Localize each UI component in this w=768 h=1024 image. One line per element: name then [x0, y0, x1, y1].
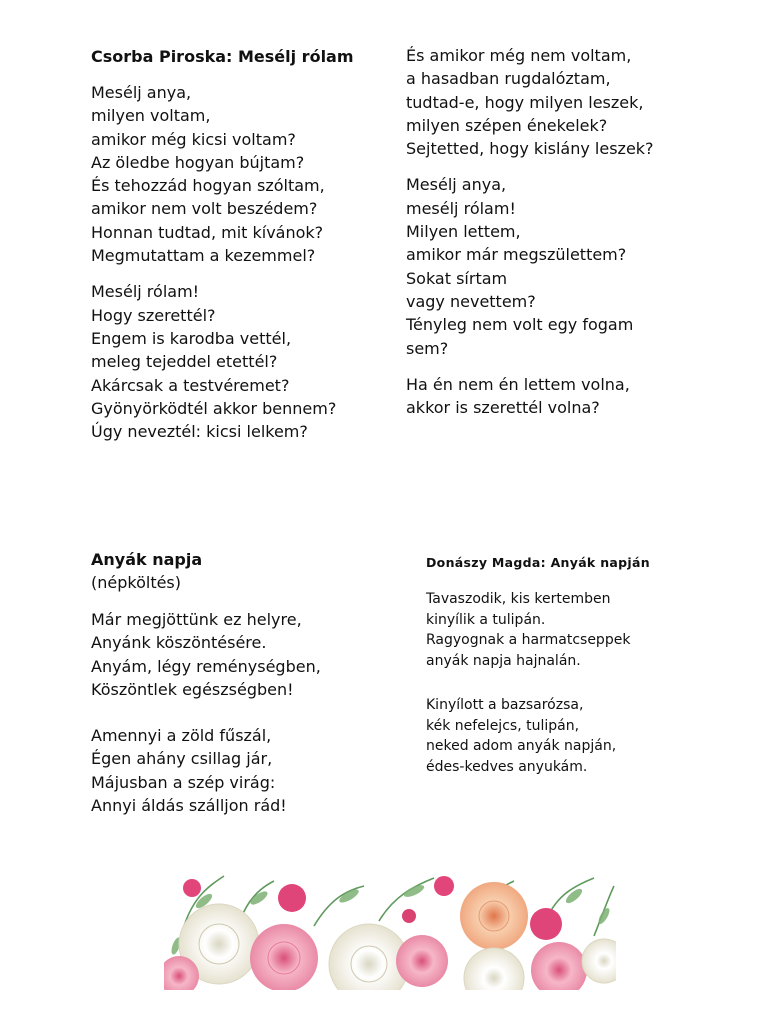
poem-line: mesélj rólam!	[406, 198, 516, 218]
poem-line: Honnan tudtad, mit kívánok?	[91, 222, 324, 242]
poem-line: Úgy neveztél: kicsi lelkem?	[91, 422, 308, 442]
flower-illustration-svg	[164, 866, 616, 990]
poem-line: És tehozzád hogyan szóltam,	[91, 176, 325, 196]
poem-line: Amennyi a zöld fűszál,	[91, 726, 272, 746]
poem-line: vagy nevettem?	[406, 291, 536, 311]
poem-line: kinyílik a tulipán.	[426, 611, 546, 628]
poem-line: amikor nem volt beszédem?	[91, 199, 318, 219]
poem-line: Mesélj anya,	[91, 83, 192, 102]
poem-line: Akárcsak a testvéremet?	[91, 375, 290, 395]
stanza	[426, 695, 650, 778]
poem-line: Égen ahány csillag jár,	[91, 749, 273, 769]
poem-line: milyen szépen énekelek?	[406, 115, 608, 135]
poem-line: Megmutattam a kezemmel?	[91, 246, 316, 266]
stanza	[91, 608, 321, 701]
stanza	[426, 589, 650, 672]
flower-border-illustration	[164, 866, 616, 990]
poem-line: a hasadban rugdalóztam,	[406, 69, 611, 89]
poem-title: Csorba Piroska: Mesélj rólam	[91, 47, 354, 66]
poem-line: Kinyílott a bazsarózsa,	[426, 696, 584, 713]
poem-line: Az öledbe hogyan bújtam?	[91, 152, 305, 172]
poem-line: akkor is szerettél volna?	[406, 398, 600, 418]
poem-csorba-piroska-continued	[406, 44, 654, 419]
poem-line: Engem is karodba vettél,	[91, 328, 292, 348]
poem-line: Sokat sírtam	[406, 268, 508, 288]
poem-line: Annyi áldás szálljon rád!	[91, 796, 287, 816]
poem-line: Gyönyörködtél akkor bennem?	[91, 398, 337, 418]
poem-anyak-napja	[91, 548, 321, 817]
poem-line: sem?	[406, 338, 449, 358]
poem-line: Tavaszodik, kis kertemben	[426, 591, 611, 607]
poem-line: meleg tejeddel etettél?	[91, 352, 278, 372]
poem-subtitle: (népköltés)	[91, 573, 182, 592]
poem-line: És amikor még nem voltam,	[406, 46, 632, 65]
poem-line: Májusban a szép virág:	[91, 772, 276, 792]
poem-csorba-piroska	[91, 45, 354, 443]
poem-line: kék nefelejcs, tulipán,	[426, 717, 580, 734]
stanza	[91, 280, 354, 443]
poem-line: Milyen lettem,	[406, 222, 521, 242]
stanza	[406, 44, 654, 160]
poem-line: Hogy szerettél?	[91, 305, 216, 325]
poem-line: édes-kedves anyukám.	[426, 758, 588, 775]
poem-donaszy-magda	[426, 553, 650, 778]
stanza	[91, 724, 321, 817]
poem-line: neked adom anyák napján,	[426, 738, 617, 755]
poem-line: Tényleg nem volt egy fogam	[406, 315, 634, 335]
poem-title: Anyák napja	[91, 550, 203, 569]
poem-line: Már megjöttünk ez helyre,	[91, 610, 302, 629]
poem-line: Sejtetted, hogy kislány leszek?	[406, 139, 654, 159]
poem-line: Anyám, légy reménységben,	[91, 656, 321, 676]
poem-line: Köszöntlek egészségben!	[91, 679, 294, 699]
poem-line: amikor már megszülettem?	[406, 245, 627, 265]
poem-line: amikor még kicsi voltam?	[91, 129, 296, 149]
stanza	[91, 81, 354, 267]
poem-line: Anyánk köszöntésére.	[91, 633, 267, 653]
poem-line: Mesélj rólam!	[91, 282, 200, 302]
poem-line: tudtad-e, hogy milyen leszek,	[406, 92, 644, 112]
stanza	[406, 173, 654, 359]
poem-line: milyen voltam,	[91, 106, 211, 126]
poem-line: Ha én nem én lettem volna,	[406, 374, 630, 394]
poem-line: Ragyognak a harmatcseppek	[426, 632, 631, 649]
stanza	[406, 373, 654, 420]
poem-line: anyák napja hajnalán.	[426, 653, 581, 670]
poem-line: Mesélj anya,	[406, 175, 507, 195]
poem-title: Donászy Magda: Anyák napján	[426, 555, 650, 570]
